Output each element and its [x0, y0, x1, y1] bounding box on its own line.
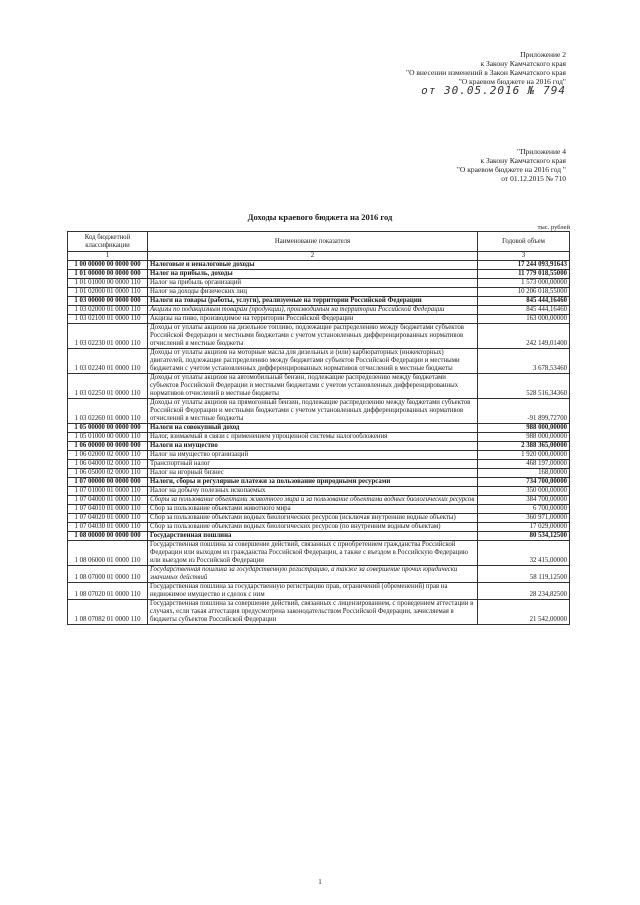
table-row — [68, 297, 570, 306]
table-row — [68, 270, 570, 279]
table-cell-code: 1 01 01000 00 0000 110 — [68, 279, 148, 288]
table-cell-amount: 163 000,00000 — [478, 315, 570, 324]
table-cell-name: Доходы от уплаты акцизов на прямогонный бензин, подлежащие распределению между бюджетами субъектов Российской Федерации и местными бюджетами с учетом установленных дифференцированных нормативов отчислений в местные бюджеты — [148, 399, 478, 424]
table-cell-amount: 734 700,00000 — [478, 478, 570, 487]
table-cell-name: Государственная пошлина за государственную регистрацию, а также за совершение прочих юридически значимых действий — [148, 566, 478, 583]
appendix-line: от 01.12.2015 № 710 — [501, 174, 566, 183]
appendix-line: "О внесении изменений в Закон Камчатского края — [406, 68, 566, 77]
table-cell-name: Налоги на товары (работы, услуги), реализуемые на территории Российской Федерации — [148, 297, 478, 306]
table-row — [68, 433, 570, 442]
table-body — [68, 261, 570, 625]
table-row — [68, 399, 570, 424]
table-cell-code: 1 08 06000 01 0000 110 — [68, 541, 148, 566]
table-cell-name: Государственная пошлина за совершение действий, связанных с лицензированием, с проведением аттестации в случаях, если такая аттестация предусмотрена законодательством Российской Федерации, зачисляемая в бюджеты субъектов Российской Федерации — [148, 600, 478, 625]
table-cell-name: Налог на добычу полезных ископаемых — [148, 487, 478, 496]
table-cell-amount: 10 206 018,55000 — [478, 288, 570, 297]
table-row — [68, 566, 570, 583]
page-number: 1 — [318, 878, 322, 886]
table-cell-code: 1 07 04020 01 0000 110 — [68, 514, 148, 523]
table-cell-amount: 988 000,00000 — [478, 433, 570, 442]
table-cell-amount: 988 000,00000 — [478, 424, 570, 433]
table-cell-code: 1 06 05000 02 0000 110 — [68, 469, 148, 478]
column-number: 3 — [478, 252, 570, 261]
table-cell-name: Сбор за пользование объектами водных биологических ресурсов (исключая внутренние водные объекты) — [148, 514, 478, 523]
table-cell-name: Доходы от уплаты акцизов на дизельное топливо, подлежащие распределению между бюджетами субъектов Российской Федерации и местными бюджетами с учетом установленных дифференцированных нормативов отчислений в местные бюджеты — [148, 324, 478, 349]
table-cell-amount: 1 920 000,00000 — [478, 451, 570, 460]
table-cell-amount: 58 119,12500 — [478, 566, 570, 583]
table-cell-name: Доходы от уплаты акцизов на автомобильный бензин, подлежащие распределению между бюджетами субъектов Российской Федерации и местными бюджетами с учетом установленных дифференцированных нормативов отчислений в местные бюджеты — [148, 374, 478, 399]
table-row — [68, 541, 570, 566]
table-cell-amount: 384 700,00000 — [478, 496, 570, 505]
table-cell-amount: 845 444,16460 — [478, 306, 570, 315]
table-row — [68, 523, 570, 532]
table-cell-code: 1 07 00000 00 0000 000 — [68, 478, 148, 487]
table-cell-code: 1 03 02000 01 0000 110 — [68, 306, 148, 315]
table-cell-name: Государственная пошлина за государственную регистрацию прав, ограничений (обременений) прав на недвижимое имущество и сделок с ним — [148, 583, 478, 600]
table-row — [68, 532, 570, 541]
table-row — [68, 505, 570, 514]
table-cell-amount: 468 197,00000 — [478, 460, 570, 469]
table-cell-code: 1 03 02100 01 0000 110 — [68, 315, 148, 324]
column-number: 2 — [148, 252, 478, 261]
table-row — [68, 460, 570, 469]
appendix-line: "О краевом бюджете на 2016 год" — [458, 77, 566, 86]
table-row — [68, 442, 570, 451]
appendix-line: Приложение 2 — [520, 50, 566, 59]
table-cell-code: 1 08 07000 01 0000 110 — [68, 566, 148, 583]
table-cell-amount: 17 029,00000 — [478, 523, 570, 532]
table-cell-name: Доходы от уплаты акцизов на моторные масла для дизельных и (или) карбюраторных (инжекторных) двигателей, подлежащие распределению между бюджетами субъектов Российской Федерации и местными бюджетами с учетом установленных дифференцированных нормативов отчислений в местные бюджеты — [148, 349, 478, 374]
revenue-table — [67, 231, 570, 625]
table-row — [68, 324, 570, 349]
original-appendix-header — [457, 147, 566, 183]
table-row — [68, 496, 570, 505]
appendix-line: "О краевом бюджете на 2016 год " — [456, 165, 566, 174]
table-row — [68, 469, 570, 478]
table-cell-name: Налог на прибыль организаций — [148, 279, 478, 288]
table-row — [68, 261, 570, 270]
table-cell-code: 1 06 04000 02 0000 110 — [68, 460, 148, 469]
table-cell-amount: 80 534,12500 — [478, 532, 570, 541]
table-cell-name: Налог на доходы физических лиц — [148, 288, 478, 297]
appendix-line: к Закону Камчатского края — [480, 156, 566, 165]
table-cell-code: 1 07 04000 01 0000 110 — [68, 496, 148, 505]
table-cell-code: 1 03 00000 00 0000 000 — [68, 297, 148, 306]
table-cell-code: 1 05 00000 00 0000 000 — [68, 424, 148, 433]
appendix-line: к Закону Камчатского края — [480, 59, 566, 68]
table-cell-code: 1 06 02000 02 0000 110 — [68, 451, 148, 460]
table-cell-code: 1 06 00000 00 0000 000 — [68, 442, 148, 451]
table-cell-amount: 1 573 000,00000 — [478, 279, 570, 288]
table-row — [68, 306, 570, 315]
column-header-amount: Годовой объем — [478, 232, 570, 252]
table-row — [68, 478, 570, 487]
table-cell-code: 1 03 02250 01 0000 110 — [68, 374, 148, 399]
column-number: 1 — [68, 252, 148, 261]
table-cell-name: Акцизы на пиво, производимое на территории Российской Федерации — [148, 315, 478, 324]
table-cell-name: Государственная пошлина — [148, 532, 478, 541]
table-row — [68, 279, 570, 288]
table-row — [68, 424, 570, 433]
table-cell-code: 1 03 02260 01 0000 110 — [68, 399, 148, 424]
table-cell-amount: 845 444,16460 — [478, 297, 570, 306]
table-cell-name: Налог, взимаемый в связи с применением упрощенной системы налогообложения — [148, 433, 478, 442]
table-cell-amount: 168,00000 — [478, 469, 570, 478]
table-row — [68, 514, 570, 523]
table-cell-amount: 242 149,01400 — [478, 324, 570, 349]
table-row — [68, 349, 570, 374]
table-cell-amount: 350 000,00000 — [478, 487, 570, 496]
table-row — [68, 583, 570, 600]
column-header-code: Код бюджетной классификации — [68, 232, 148, 252]
units-label: тыс. рублей — [537, 224, 570, 231]
table-cell-name: Акцизы по подакцизным товарам (продукции), производимым на территории Российской Федерации — [148, 306, 478, 315]
table-cell-name: Налог на прибыль, доходы — [148, 270, 478, 279]
appendix-header — [406, 50, 566, 95]
table-cell-name: Налоговые и неналоговые доходы — [148, 261, 478, 270]
table-cell-name: Государственная пошлина за совершение действий, связанных с приобретением гражданства Российской Федерации или выходом из гражданства Российской Федерации, а также с въездом в Российскую Федерацию или выездом из Российской Федерации — [148, 541, 478, 566]
table-row — [68, 288, 570, 297]
table-cell-name: Сборы за пользование объектами животного мира и за пользование объектами водных биологических ресурсов — [148, 496, 478, 505]
table-cell-code: 1 08 07020 01 0000 110 — [68, 583, 148, 600]
table-cell-code: 1 00 00000 00 0000 000 — [68, 261, 148, 270]
table-cell-code: 1 03 02230 01 0000 110 — [68, 324, 148, 349]
column-header-name: Наименование показателя — [148, 232, 478, 252]
table-cell-amount: 2 388 365,00000 — [478, 442, 570, 451]
appendix-line: "Приложение 4 — [517, 147, 566, 156]
table-cell-amount: 28 234,82500 — [478, 583, 570, 600]
table-cell-name: Транспортный налог — [148, 460, 478, 469]
table-cell-name: Налог на имущество организаций — [148, 451, 478, 460]
table-cell-code: 1 03 02240 01 0000 110 — [68, 349, 148, 374]
table-cell-amount: 17 244 093,91643 — [478, 261, 570, 270]
table-cell-amount: 11 779 018,55000 — [478, 270, 570, 279]
table-row — [68, 600, 570, 625]
table-cell-code: 1 07 04030 01 0000 110 — [68, 523, 148, 532]
table-cell-amount: 21 542,00000 — [478, 600, 570, 625]
table-cell-amount: -91 899,72700 — [478, 399, 570, 424]
table-cell-name: Сбор за пользование объектами водных биологических ресурсов (по внутренним водным объектам) — [148, 523, 478, 532]
table-row — [68, 487, 570, 496]
table-cell-name: Сбор за пользование объектами животного мира — [148, 505, 478, 514]
table-row — [68, 451, 570, 460]
table-cell-code: 1 07 04010 01 0000 110 — [68, 505, 148, 514]
table-cell-code: 1 01 00000 00 0000 000 — [68, 270, 148, 279]
table-cell-code: 1 07 01000 01 0000 110 — [68, 487, 148, 496]
table-row — [68, 374, 570, 399]
table-cell-amount: 360 971,00000 — [478, 514, 570, 523]
table-cell-name: Налог на игорный бизнес — [148, 469, 478, 478]
table-cell-code: 1 08 00000 00 0000 000 — [68, 532, 148, 541]
table-row — [68, 315, 570, 324]
table-cell-name: Налоги на совокупный доход — [148, 424, 478, 433]
table-cell-code: 1 01 02000 01 0000 110 — [68, 288, 148, 297]
table-cell-name: Налоги на имущество — [148, 442, 478, 451]
table-cell-code: 1 05 01000 00 0000 110 — [68, 433, 148, 442]
table-cell-amount: 3 678,53460 — [478, 349, 570, 374]
document-title: Доходы краевого бюджета на 2016 год — [247, 212, 393, 222]
table-cell-amount: 528 516,34360 — [478, 374, 570, 399]
table-cell-amount: 32 415,00000 — [478, 541, 570, 566]
handwritten-date: от 30.05.2016 № 794 — [421, 84, 566, 97]
table-cell-code: 1 08 07082 01 0000 110 — [68, 600, 148, 625]
table-cell-amount: 6 700,00000 — [478, 505, 570, 514]
table-cell-name: Налоги, сборы и регулярные платежи за пользование природными ресурсами — [148, 478, 478, 487]
